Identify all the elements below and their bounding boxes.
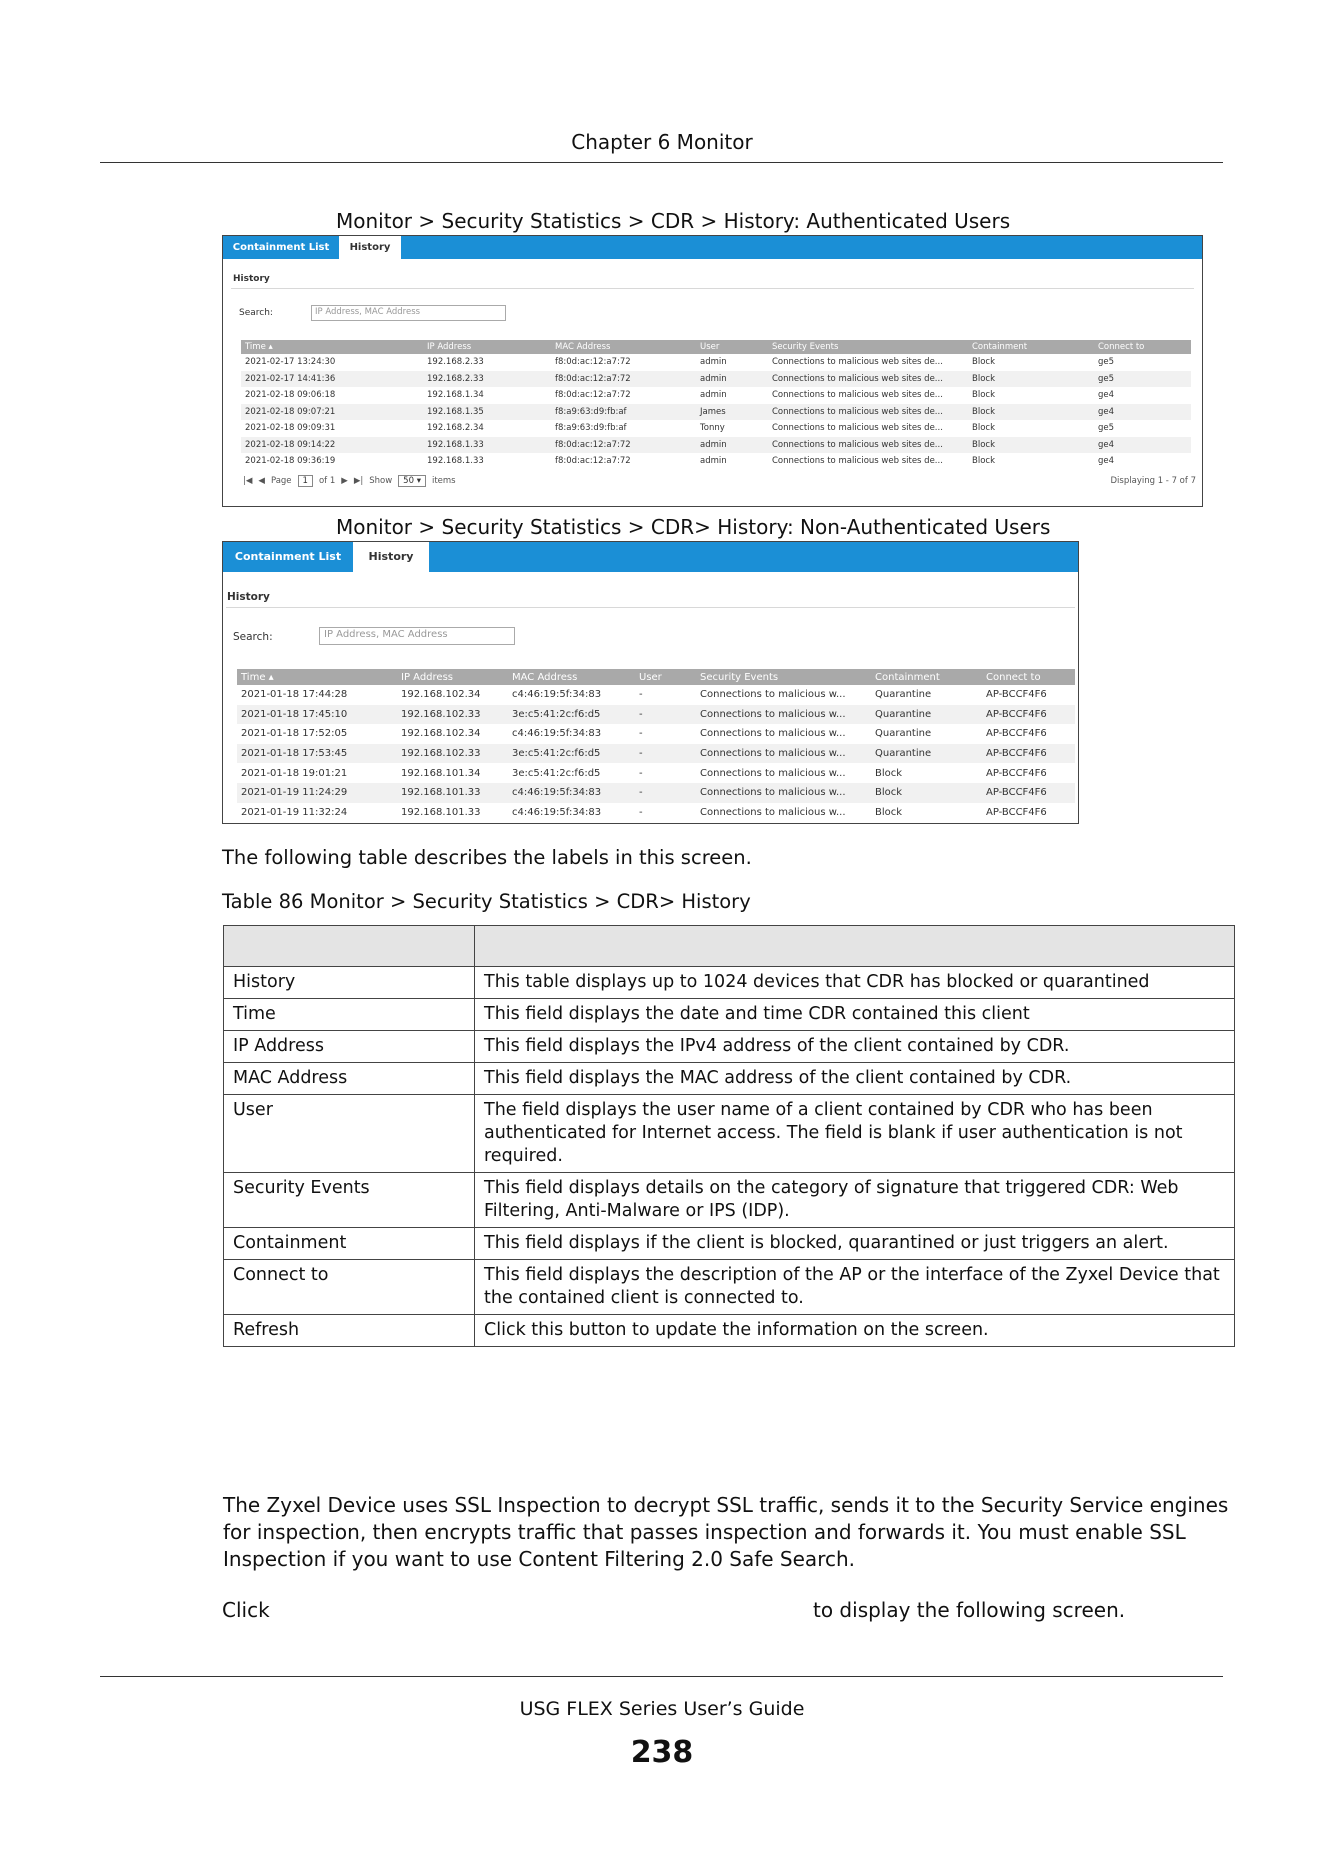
cell-mac-address: f8:0d:ac:12:a7:72 bbox=[551, 371, 696, 388]
displaying-count: Displaying 1 - 7 of 7 bbox=[1110, 476, 1196, 486]
cell-connect-to: AP-BCCF4F6 bbox=[982, 783, 1075, 803]
cell-user: - bbox=[635, 744, 696, 764]
cell-time: 2021-01-19 11:24:29 bbox=[237, 783, 397, 803]
cell-mac-address: 3e:c5:41:2c:f6:d5 bbox=[512, 767, 601, 779]
cell-containment: Quarantine bbox=[875, 728, 932, 740]
description-cell: This field displays if the client is blocked, quarantined or just triggers an alert. bbox=[475, 1228, 1235, 1260]
cell-mac-address: 3e:c5:41:2c:f6:d5 bbox=[508, 705, 635, 725]
cell-ip-address: 192.168.101.34 bbox=[401, 767, 481, 779]
cell-containment: Block bbox=[968, 371, 1094, 388]
description-cell: This table displays up to 1024 devices that CDR has blocked or quarantined bbox=[475, 967, 1235, 999]
column-header-user[interactable]: User bbox=[635, 669, 696, 685]
show-label: Show bbox=[369, 476, 393, 486]
column-header-mac-address[interactable]: MAC Address bbox=[508, 669, 635, 685]
next-page-icon[interactable]: ▶ bbox=[341, 476, 348, 486]
tab-bar bbox=[223, 236, 1202, 259]
header-cell-description bbox=[475, 926, 1235, 967]
cell-mac-address: c4:46:19:5f:34:83 bbox=[512, 728, 602, 740]
table-row[interactable] bbox=[241, 437, 1191, 454]
cell-time: 2021-01-18 19:01:21 bbox=[241, 767, 348, 779]
cell-mac-address: 3e:c5:41:2c:f6:d5 bbox=[508, 744, 635, 764]
table-header-row bbox=[224, 926, 1235, 967]
figure2-screenshot bbox=[222, 541, 1079, 824]
cell-user: - bbox=[639, 728, 643, 740]
cell-ip-address: 192.168.2.34 bbox=[427, 423, 484, 434]
section-rule bbox=[226, 607, 1075, 608]
cell-ip-address: 192.168.1.33 bbox=[423, 437, 551, 454]
table-row bbox=[224, 1260, 1235, 1315]
header-cell-label bbox=[224, 926, 475, 967]
cell-mac-address: c4:46:19:5f:34:83 bbox=[512, 689, 602, 701]
column-header-time[interactable]: Time ▴ bbox=[237, 669, 397, 685]
cell-time: 2021-02-17 14:41:36 bbox=[241, 371, 423, 388]
search-input[interactable]: IP Address, MAC Address bbox=[311, 305, 506, 321]
cell-time: 2021-02-18 09:36:19 bbox=[245, 456, 336, 467]
table-row[interactable] bbox=[237, 744, 1075, 764]
table-row[interactable] bbox=[237, 803, 1075, 823]
cell-user: admin bbox=[696, 437, 768, 454]
section-rule bbox=[231, 288, 1194, 289]
section-title: History bbox=[233, 274, 270, 284]
cell-time: 2021-01-18 17:52:05 bbox=[241, 728, 348, 740]
figure1-screenshot bbox=[222, 235, 1203, 507]
table-row bbox=[224, 1095, 1235, 1173]
table-row[interactable] bbox=[241, 420, 1191, 437]
cell-user: - bbox=[635, 705, 696, 725]
cell-containment: Quarantine bbox=[875, 689, 932, 701]
pagination-bar bbox=[243, 475, 456, 487]
cell-mac-address: f8:0d:ac:12:a7:72 bbox=[555, 456, 631, 467]
cell-containment: Block bbox=[968, 404, 1094, 421]
cell-time: 2021-01-18 17:45:10 bbox=[237, 705, 397, 725]
description-cell: This field displays the IPv4 address of the client contained by CDR. bbox=[475, 1031, 1235, 1063]
table-row[interactable] bbox=[241, 387, 1191, 404]
cell-user: - bbox=[635, 783, 696, 803]
cell-time: 2021-01-18 17:44:28 bbox=[241, 689, 348, 701]
label-cell: User bbox=[224, 1095, 475, 1173]
cell-security-events: Connections to malicious w... bbox=[700, 689, 846, 701]
description-cell: Click this button to update the information on the screen. bbox=[475, 1315, 1235, 1347]
cell-connect-to: ge5 bbox=[1098, 357, 1115, 368]
cell-containment: Block bbox=[972, 390, 995, 401]
cell-connect-to: ge4 bbox=[1094, 404, 1191, 421]
cell-containment: Block bbox=[972, 456, 995, 467]
table-row[interactable] bbox=[237, 783, 1075, 803]
cell-connect-to: ge4 bbox=[1098, 456, 1115, 467]
column-header-containment[interactable]: Containment bbox=[968, 340, 1094, 354]
description-cell: This field displays the description of the AP or the interface of the Zyxel Device that the contained client is connected to. bbox=[475, 1260, 1235, 1315]
cell-connect-to: ge4 bbox=[1098, 390, 1115, 401]
cell-user: admin bbox=[700, 390, 727, 401]
cell-ip-address: 192.168.101.33 bbox=[401, 806, 481, 818]
cell-ip-address: 192.168.2.33 bbox=[423, 371, 551, 388]
cell-security-events: Connections to malicious web sites de... bbox=[768, 371, 968, 388]
label-description-table bbox=[223, 925, 1235, 1347]
cell-connect-to: ge5 bbox=[1094, 371, 1191, 388]
table-row[interactable] bbox=[241, 404, 1191, 421]
cell-security-events: Connections to malicious web sites de... bbox=[772, 423, 943, 434]
ssl-inspection-paragraph: The Zyxel Device uses SSL Inspection to decrypt SSL traffic, sends it to the Security Service engines for inspection, then encrypts traffic that passes inspection and forwards it. You must enable SSL Inspection if you want to use Content Filtering 2.0 Safe Search. bbox=[223, 1493, 1229, 1571]
cell-ip-address: 192.168.102.33 bbox=[397, 744, 508, 764]
cell-connect-to: AP-BCCF4F6 bbox=[986, 728, 1047, 740]
cell-security-events: Connections to malicious w... bbox=[700, 767, 846, 779]
cell-connect-to: AP-BCCF4F6 bbox=[986, 806, 1047, 818]
column-header-connect-to[interactable]: Connect to bbox=[982, 669, 1075, 685]
description-cell: This field displays the MAC address of the client contained by CDR. bbox=[475, 1063, 1235, 1095]
cell-ip-address: 192.168.1.35 bbox=[423, 404, 551, 421]
column-header-connect-to[interactable]: Connect to bbox=[1094, 340, 1191, 354]
table-row[interactable] bbox=[241, 453, 1191, 470]
cell-ip-address: 192.168.1.34 bbox=[427, 390, 484, 401]
click-instruction-start: Click bbox=[222, 1598, 270, 1622]
cell-mac-address: c4:46:19:5f:34:83 bbox=[512, 806, 602, 818]
chevron-down-icon: ▾ bbox=[416, 476, 421, 486]
cell-user: admin bbox=[696, 371, 768, 388]
table-row bbox=[224, 967, 1235, 999]
cell-connect-to: AP-BCCF4F6 bbox=[986, 689, 1047, 701]
cell-ip-address: 192.168.1.33 bbox=[427, 456, 484, 467]
cell-mac-address: f8:0d:ac:12:a7:72 bbox=[555, 357, 631, 368]
prev-page-icon[interactable]: ◀ bbox=[258, 476, 265, 486]
cell-user: admin bbox=[700, 456, 727, 467]
column-header-security-events[interactable]: Security Events bbox=[768, 340, 968, 354]
cell-security-events: Connections to malicious web sites de... bbox=[772, 456, 943, 467]
cell-user: Tonny bbox=[700, 423, 725, 434]
guide-title: USG FLEX Series User’s Guide bbox=[519, 1698, 805, 1720]
cell-containment: Quarantine bbox=[871, 744, 982, 764]
description-cell: This field displays details on the category of signature that triggered CDR: Web Filtering, Anti-Malware or IPS (IDP). bbox=[475, 1173, 1235, 1228]
label-cell: History bbox=[224, 967, 475, 999]
cell-mac-address: f8:a9:63:d9:fb:af bbox=[551, 404, 696, 421]
cell-connect-to: ge4 bbox=[1094, 437, 1191, 454]
cell-time: 2021-02-18 09:06:18 bbox=[245, 390, 336, 401]
cell-ip-address: 192.168.102.34 bbox=[401, 689, 481, 701]
cell-security-events: Connections to malicious web sites de... bbox=[768, 437, 968, 454]
section-title: History bbox=[227, 591, 270, 603]
tab-history[interactable]: History bbox=[353, 542, 429, 572]
cell-ip-address: 192.168.102.33 bbox=[397, 705, 508, 725]
cell-mac-address: f8:0d:ac:12:a7:72 bbox=[551, 437, 696, 454]
page-label: Page bbox=[270, 476, 292, 486]
cell-connect-to: AP-BCCF4F6 bbox=[982, 744, 1075, 764]
cell-security-events: Connections to malicious web sites de... bbox=[772, 390, 943, 401]
search-label: Search: bbox=[233, 631, 273, 643]
page-size-value: 50 bbox=[403, 476, 414, 486]
page-size-select[interactable] bbox=[398, 475, 426, 487]
table-row[interactable] bbox=[237, 705, 1075, 725]
label-cell: IP Address bbox=[224, 1031, 475, 1063]
click-instruction-end: to display the following screen. bbox=[813, 1598, 1126, 1622]
table-row[interactable] bbox=[237, 724, 1075, 744]
cell-containment: Block bbox=[968, 437, 1094, 454]
page-count: of 1 bbox=[318, 476, 336, 486]
cell-ip-address: 192.168.2.33 bbox=[427, 357, 484, 368]
label-cell: Refresh bbox=[224, 1315, 475, 1347]
page-number-input[interactable]: 1 bbox=[298, 475, 313, 487]
cell-containment: Block bbox=[875, 806, 903, 818]
cell-connect-to: ge5 bbox=[1098, 423, 1115, 434]
cell-containment: Block bbox=[875, 767, 903, 779]
table-row[interactable] bbox=[241, 354, 1191, 371]
label-cell: Security Events bbox=[224, 1173, 475, 1228]
cell-security-events: Connections to malicious w... bbox=[696, 783, 871, 803]
cell-time: 2021-02-18 09:07:21 bbox=[241, 404, 423, 421]
description-cell: This field displays the date and time CDR contained this client bbox=[475, 999, 1235, 1031]
tab-containment-list[interactable]: Containment List bbox=[232, 242, 330, 253]
label-cell: Containment bbox=[224, 1228, 475, 1260]
column-header-time[interactable]: Time ▴ bbox=[241, 340, 423, 354]
cell-time: 2021-02-18 09:09:31 bbox=[245, 423, 336, 434]
column-header-mac-address[interactable]: MAC Address bbox=[551, 340, 696, 354]
cell-containment: Quarantine bbox=[871, 705, 982, 725]
first-page-icon[interactable]: |◀ bbox=[243, 476, 253, 486]
table-row[interactable] bbox=[241, 371, 1191, 388]
cell-security-events: Connections to malicious w... bbox=[696, 705, 871, 725]
column-header-containment[interactable]: Containment bbox=[871, 669, 982, 685]
table-row bbox=[224, 999, 1235, 1031]
items-label: items bbox=[431, 476, 456, 486]
column-header-ip-address[interactable]: IP Address bbox=[397, 669, 508, 685]
cell-containment: Block bbox=[871, 783, 982, 803]
footer-rule bbox=[100, 1676, 1223, 1677]
cell-security-events: Connections to malicious w... bbox=[696, 744, 871, 764]
header-rule bbox=[100, 162, 1223, 163]
search-label: Search: bbox=[239, 308, 273, 318]
cell-connect-to: AP-BCCF4F6 bbox=[982, 705, 1075, 725]
cell-time: 2021-02-17 13:24:30 bbox=[245, 357, 336, 368]
cell-ip-address: 192.168.102.34 bbox=[401, 728, 481, 740]
figure1-caption: Monitor > Security Statistics > CDR > History: Authenticated Users bbox=[336, 209, 1011, 233]
cell-connect-to: AP-BCCF4F6 bbox=[986, 767, 1047, 779]
page-number: 238 bbox=[630, 1735, 694, 1770]
tab-history[interactable]: History bbox=[339, 236, 401, 259]
cell-mac-address: c4:46:19:5f:34:83 bbox=[508, 783, 635, 803]
cell-time: 2021-01-18 17:53:45 bbox=[237, 744, 397, 764]
cell-ip-address: 192.168.101.33 bbox=[397, 783, 508, 803]
description-cell: The field displays the user name of a client contained by CDR who has been authenticated for Internet access. The field is blank if user authentication is not required. bbox=[475, 1095, 1235, 1173]
column-header-ip-address[interactable]: IP Address bbox=[423, 340, 551, 354]
cell-user: - bbox=[639, 689, 643, 701]
label-cell: Connect to bbox=[224, 1260, 475, 1315]
cell-time: 2021-01-19 11:32:24 bbox=[241, 806, 348, 818]
cell-containment: Block bbox=[972, 423, 995, 434]
cell-security-events: Connections to malicious web sites de... bbox=[772, 357, 943, 368]
history-table bbox=[241, 340, 1191, 470]
search-input[interactable]: IP Address, MAC Address bbox=[319, 627, 515, 645]
cell-time: 2021-02-18 09:14:22 bbox=[241, 437, 423, 454]
table-row bbox=[224, 1228, 1235, 1260]
table-row bbox=[224, 1063, 1235, 1095]
cell-containment: Block bbox=[972, 357, 995, 368]
table-row bbox=[224, 1173, 1235, 1228]
last-page-icon[interactable]: ▶| bbox=[353, 476, 364, 486]
history-table bbox=[237, 669, 1075, 822]
table-row[interactable] bbox=[237, 763, 1075, 783]
table-row bbox=[224, 1315, 1235, 1347]
cell-user: James bbox=[696, 404, 768, 421]
column-header-user[interactable]: User bbox=[696, 340, 768, 354]
cell-user: - bbox=[639, 767, 643, 779]
label-cell: MAC Address bbox=[224, 1063, 475, 1095]
cell-user: admin bbox=[700, 357, 727, 368]
cell-security-events: Connections to malicious web sites de... bbox=[768, 404, 968, 421]
cell-security-events: Connections to malicious w... bbox=[700, 806, 846, 818]
table-row[interactable] bbox=[237, 685, 1075, 705]
table86-caption: Table 86 Monitor > Security Statistics > CDR> History bbox=[222, 890, 751, 913]
column-header-security-events[interactable]: Security Events bbox=[696, 669, 871, 685]
tab-bar bbox=[223, 542, 1078, 572]
cell-security-events: Connections to malicious w... bbox=[700, 728, 846, 740]
cell-user: - bbox=[639, 806, 643, 818]
chapter-header: Chapter 6 Monitor bbox=[571, 130, 753, 154]
table-row bbox=[224, 1031, 1235, 1063]
label-cell: Time bbox=[224, 999, 475, 1031]
intro-text: The following table describes the labels in this screen. bbox=[222, 846, 752, 869]
cell-mac-address: f8:0d:ac:12:a7:72 bbox=[555, 390, 631, 401]
figure2-caption: Monitor > Security Statistics > CDR> History: Non-Authenticated Users bbox=[336, 515, 1051, 539]
tab-containment-list[interactable]: Containment List bbox=[234, 550, 342, 563]
cell-mac-address: f8:a9:63:d9:fb:af bbox=[555, 423, 627, 434]
